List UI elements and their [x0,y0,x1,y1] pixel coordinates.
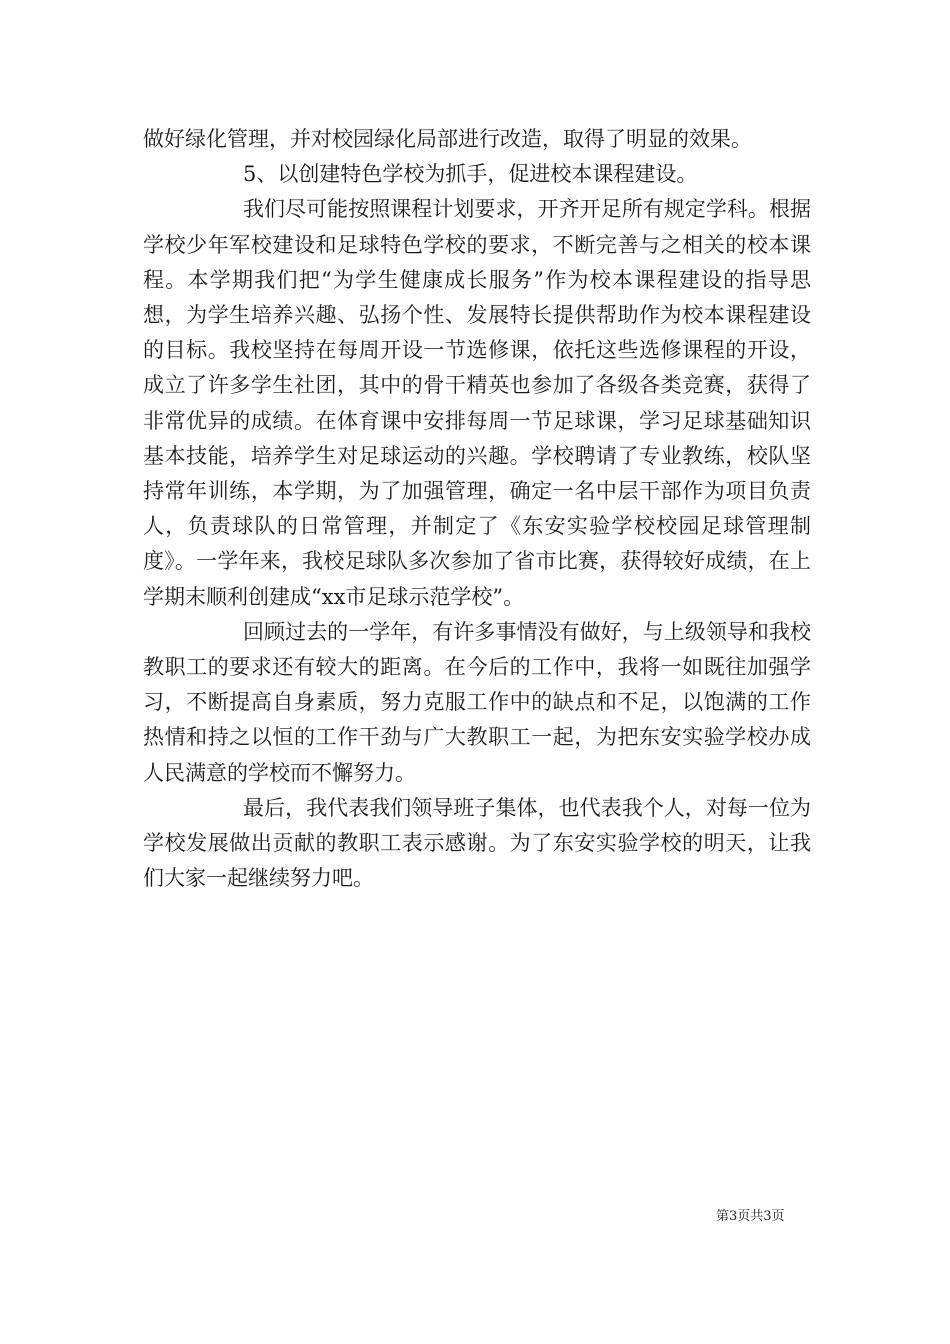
paragraph-review: 回顾过去的一学年，有许多事情没有做好，与上级领导和我校教职工的要求还有较大的距离。在今后的工作中，我将一如既往加强学习，不断提高自身素质，努力克服工作中的缺点和不足，以饱满的工作热情和持之以恒的工作干劲与广大教职工一起，为把东安实验学校办成人民满意的学校而不懈努力。 [143,619,811,785]
document-body [143,122,811,896]
paragraph-curriculum: 我们尽可能按照课程计划要求，开齐开足所有规定学科。根据学校少年军校建设和足球特色学校的要求，不断完善与之相关的校本课程。本学期我们把“为学生健康成长服务”作为校本课程建设的指导思想，为学生培养兴趣、弘扬个性、发展特长提供帮助作为校本课程建设的目标。我校坚持在每周开设一节选修课，依托这些选修课程的开设，成立了许多学生社团，其中的骨干精英也参加了各级各类竞赛，获得了非常优异的成绩。在体育课中安排每周一节足球课，学习足球基础知识基本技能，培养学生对足球运动的兴趣。学校聘请了专业教练，校队坚持常年训练，本学期，为了加强管理，确定一名中层干部作为项目负责人，负责球队的日常管理，并制定了《东安实验学校校园足球管理制度》。一学年来，我校足球队多次参加了省市比赛，获得较好成绩，在上学期末顺利创建成“xx市足球示范学校”。 [143,197,811,609]
page-number-footer: 第3页共3页 [716,1209,785,1224]
section-heading: 5、以创建特色学校为抓手，促进校本课程建设。 [243,162,698,187]
paragraph-closing: 最后，我代表我们领导班子集体，也代表我个人，对每一位为学校发展做出贡献的教职工表示感谢。为了东安实验学校的明天，让我们大家一起继续努力吧。 [143,795,811,891]
paragraph-continuation: 做好绿化管理，并对校园绿化局部进行改造，取得了明显的效果。 [143,127,752,151]
